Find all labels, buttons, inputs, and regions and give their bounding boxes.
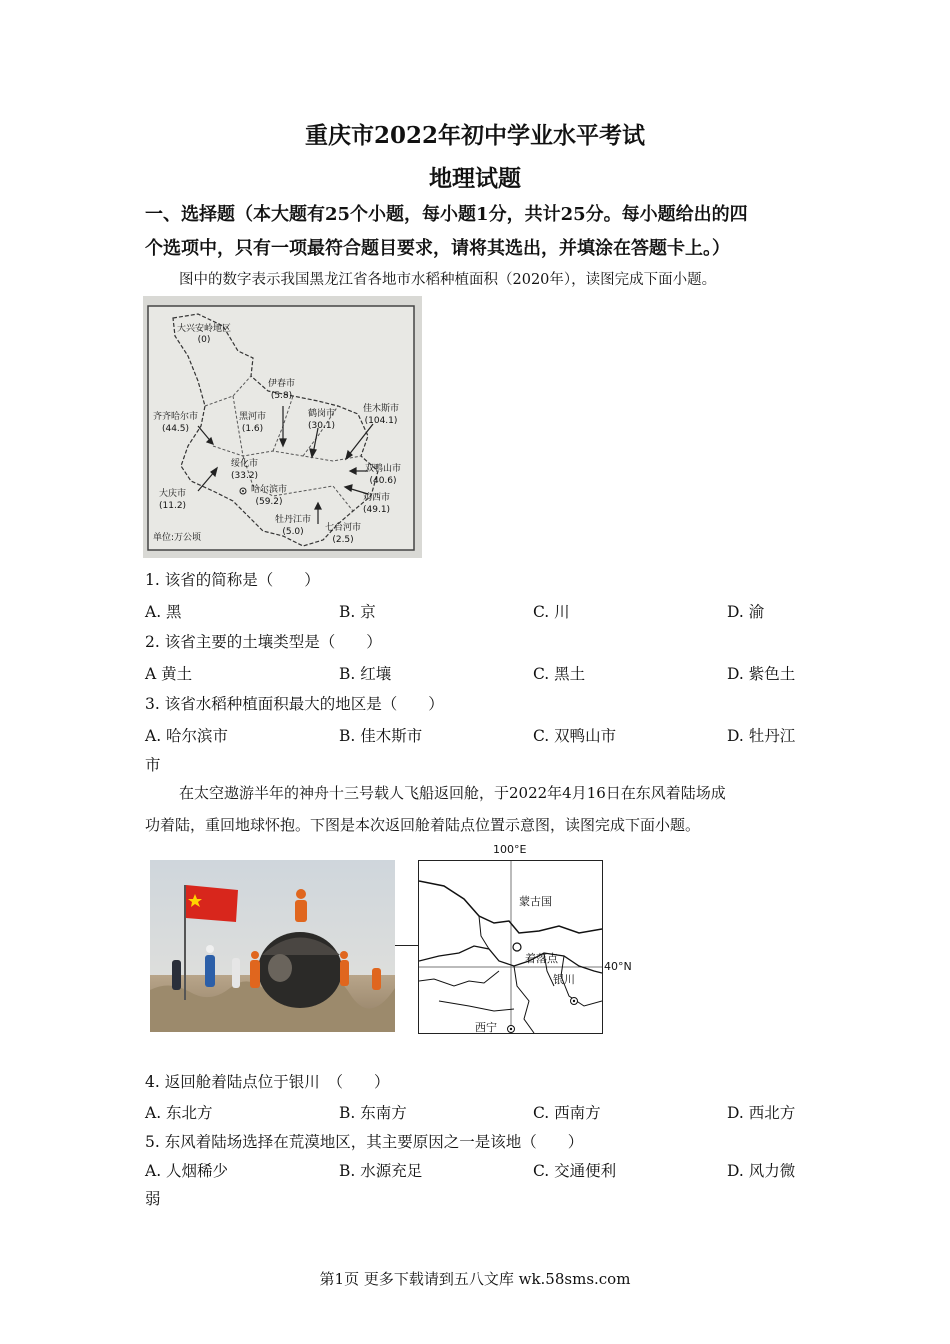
question-5-option-d-continuation: 弱	[145, 1190, 161, 1208]
section-heading-line2: 个选项中，只有一项最符合题目要求，请将其选出，并填涂在答题卡上。）	[145, 238, 730, 259]
label-landing-point: 着落点	[525, 952, 558, 965]
question-5-stem: 5. 东风着陆场选择在荒漠地区，其主要原因之一是该地（ ）	[145, 1133, 584, 1151]
label-100e: 100°E	[493, 843, 527, 856]
region-label-jiamusi: 佳木斯市 (104.1)	[363, 404, 400, 426]
section-heading-line1: 一、选择题（本大题有25个小题，每小题1分，共计25分。每小题给出的四	[145, 204, 748, 225]
question-3-option-d-continuation: 市	[145, 756, 161, 774]
region-label-qitaihe: 七台河市 (2.5)	[325, 523, 362, 545]
intro-paragraph-2-line2: 功着陆，重回地球怀抱。下图是本次返回舱着陆点位置示意图，读图完成下面小题。	[145, 816, 701, 834]
label-40n: 40°N	[604, 960, 632, 973]
region-label-mudanjiang: 牡丹江市 (5.0)	[275, 515, 312, 537]
heilongjiang-rice-map	[143, 296, 422, 558]
question-4-option-c: C. 西南方	[533, 1104, 601, 1122]
label-mongolia: 蒙古国	[519, 895, 552, 908]
region-label-jixi: 鸡西市 (49.1)	[363, 493, 391, 515]
landing-location-map	[418, 860, 603, 1034]
label-yinchuan: 银川	[553, 973, 575, 986]
question-5-option-c: C. 交通便利	[533, 1162, 617, 1180]
reentry-capsule-photo	[150, 860, 395, 1032]
map-unit-label: 单位:万公顷	[153, 533, 202, 543]
question-2-option-a: A 黄土	[145, 665, 193, 683]
question-2-option-d: D. 紫色土	[727, 665, 796, 683]
question-4-stem: 4. 返回舱着陆点位于银川 （ ）	[145, 1073, 390, 1091]
region-label-yichun: 伊春市 (5.8)	[268, 379, 296, 401]
question-3-stem: 3. 该省水稻种植面积最大的地区是（ ）	[145, 695, 444, 713]
label-xining: 西宁	[475, 1021, 497, 1034]
intro-paragraph-1: 图中的数字表示我国黑龙江省各地市水稻种植面积（2020年），读图完成下面小题。	[179, 272, 717, 288]
question-1-option-a: A. 黑	[145, 603, 182, 621]
region-label-daqing: 大庆市 (11.2)	[159, 489, 187, 511]
page-footer: 第1页 更多下载请到五八文库 wk.58sms.com	[319, 1270, 631, 1288]
question-2-option-b: B. 红壤	[339, 665, 392, 683]
question-5-option-d: D. 风力微	[727, 1162, 796, 1180]
question-1-option-b: B. 京	[339, 603, 376, 621]
region-label-suihua: 绥化市 (33.2)	[231, 459, 259, 481]
question-4-option-a: A. 东北方	[145, 1104, 213, 1122]
region-label-hegang: 鹤岗市 (30.1)	[308, 409, 336, 431]
question-2-stem: 2. 该省主要的土壤类型是（ ）	[145, 633, 382, 651]
question-3-option-c: C. 双鸭山市	[533, 727, 617, 745]
exam-title: 重庆市2022年初中学业水平考试	[304, 122, 645, 149]
question-3-option-a: A. 哈尔滨市	[145, 727, 229, 745]
region-label-qiqihar: 齐齐哈尔市 (44.5)	[153, 412, 199, 434]
region-label-heihe: 黑河市 (1.6)	[239, 412, 267, 434]
region-label-harbin: 哈尔滨市 (59.2)	[251, 485, 288, 507]
region-label-daxinganling: 大兴安岭地区 (0)	[177, 324, 232, 345]
question-3-option-b: B. 佳木斯市	[339, 727, 423, 745]
exam-subtitle: 地理试题	[429, 165, 521, 192]
question-5-option-a: A. 人烟稀少	[145, 1162, 229, 1180]
question-1-option-c: C. 川	[533, 603, 570, 621]
question-5-option-b: B. 水源充足	[339, 1162, 423, 1180]
question-3-option-d: D. 牡丹江	[727, 727, 796, 745]
region-label-shuangyashan: 双鸭山市 (40.6)	[365, 464, 402, 486]
question-4-option-b: B. 东南方	[339, 1104, 407, 1122]
question-1-option-d: D. 渝	[727, 603, 765, 621]
intro-paragraph-2-line1: 在太空遨游半年的神舟十三号载人飞船返回舱，于2022年4月16日在东风着陆场成	[179, 784, 726, 802]
question-4-option-d: D. 西北方	[727, 1104, 796, 1122]
question-1-stem: 1. 该省的简称是（ ）	[145, 571, 320, 589]
connector-line	[395, 945, 418, 946]
question-2-option-c: C. 黑土	[533, 665, 586, 683]
